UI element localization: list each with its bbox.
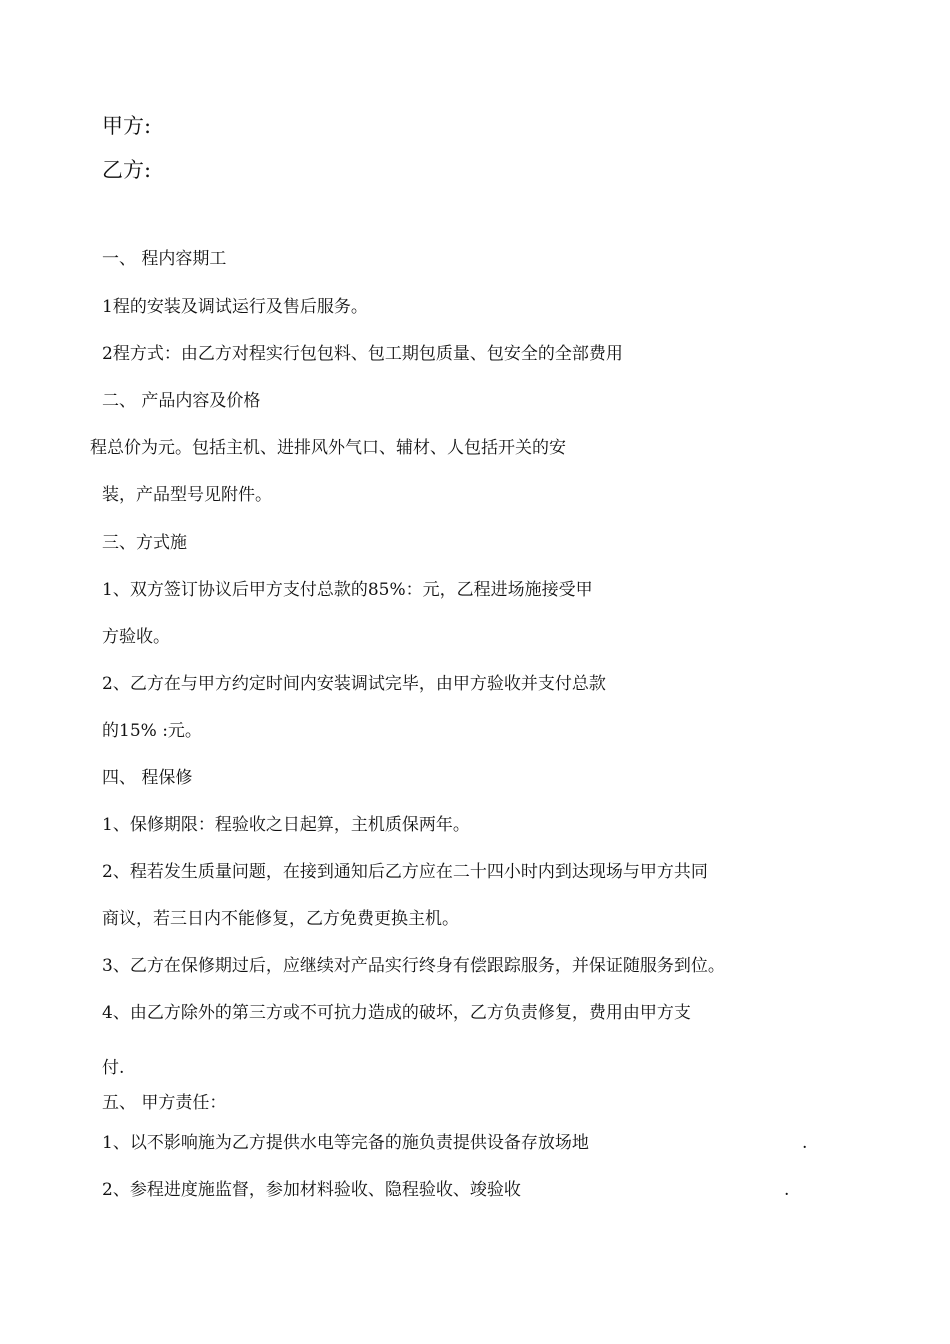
section-4-item-4-line-2: 付. <box>102 1058 125 1078</box>
section-5-item-2-period: . <box>784 1180 790 1200</box>
section-3-heading: 三、方式施 <box>102 533 187 553</box>
section-2-body-line-1: 程总价为元。包括主机、进排风外气口、辅材、人包括开关的安 <box>90 438 566 458</box>
section-4-item-4-line-1: 4、由乙方除外的第三方或不可抗力造成的破坏，乙方负责修复，费用由甲方支 <box>102 1003 691 1023</box>
section-3-item-2-line-1: 2、乙方在与甲方约定时间内安装调试完毕，由甲方验收并支付总款 <box>102 674 606 694</box>
section-2-body-line-2: 装，产品型号见附件。 <box>102 485 272 505</box>
party-a-label: 甲方: <box>102 114 152 138</box>
section-5-item-1-period: . <box>802 1133 808 1153</box>
section-4-item-2-line-1: 2、程若发生质量问题，在接到通知后乙方应在二十四小时内到达现场与甲方共同 <box>102 862 708 882</box>
section-3-item-2-line-2: 的15% :元。 <box>102 721 202 741</box>
section-2-heading: 二、 产品内容及价格 <box>102 391 261 411</box>
section-3-item-1-line-2: 方验收。 <box>102 627 170 647</box>
section-4-heading: 四、 程保修 <box>102 768 193 788</box>
party-b-label: 乙方: <box>102 158 152 182</box>
section-4-item-1: 1、保修期限：程验收之日起算，主机质保两年。 <box>102 815 470 835</box>
section-5-heading: 五、 甲方责任： <box>102 1093 227 1113</box>
section-5-item-2: 2、参程进度施监督，参加材料验收、隐程验收、竣验收 <box>102 1180 521 1200</box>
section-5-item-1: 1、以不影响施为乙方提供水电等完备的施负责提供设备存放场地 <box>102 1133 589 1153</box>
section-1-item-2: 2程方式：由乙方对程实行包包料、包工期包质量、包安全的全部费用 <box>102 344 623 364</box>
section-1-heading: 一、 程内容期工 <box>102 249 227 269</box>
section-1-item-1: 1程的安装及调试运行及售后服务。 <box>102 297 368 317</box>
section-4-item-2-line-2: 商议，若三日内不能修复，乙方免费更换主机。 <box>102 909 459 929</box>
section-4-item-3: 3、乙方在保修期过后，应继续对产品实行终身有偿跟踪服务，并保证随服务到位。 <box>102 956 725 976</box>
section-3-item-1-line-1: 1、双方签订协议后甲方支付总款的85%：元，乙程进场施接受甲 <box>102 580 593 600</box>
